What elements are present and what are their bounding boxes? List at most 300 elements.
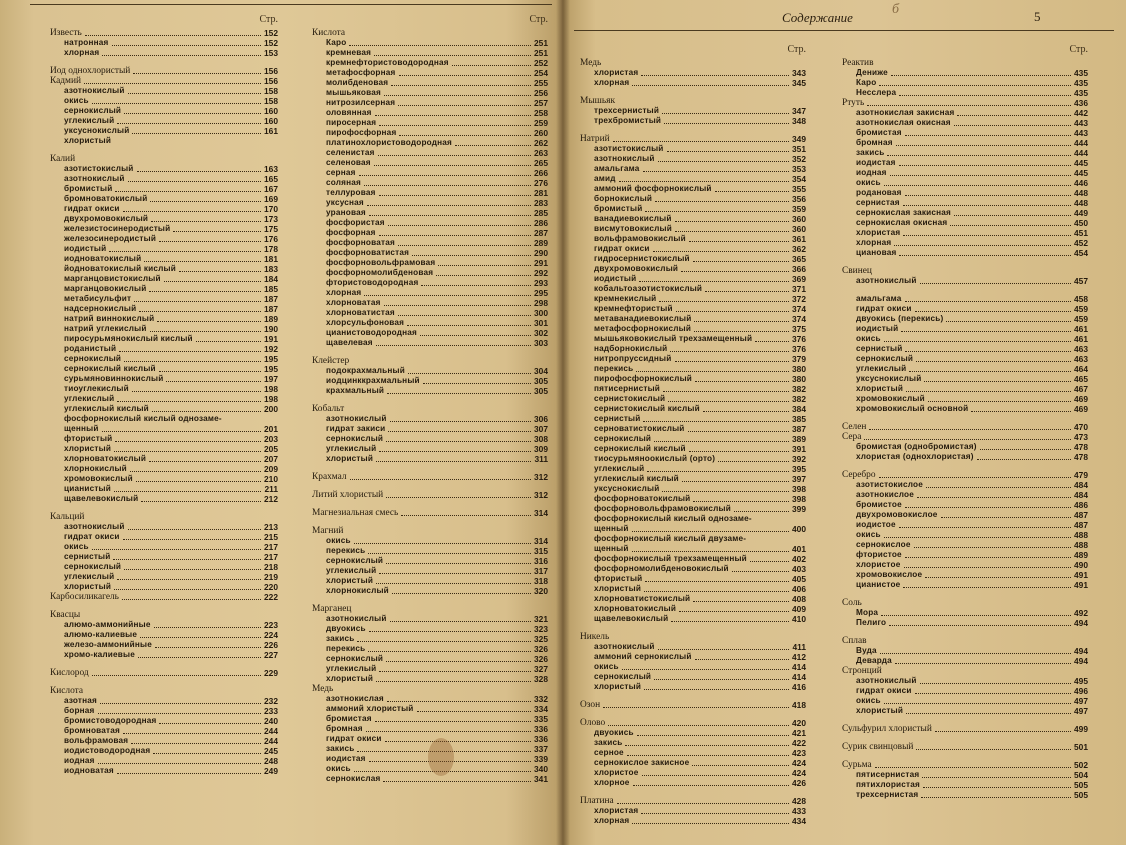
entry-gap bbox=[50, 504, 278, 512]
toc-entry bbox=[842, 294, 1088, 304]
toc-entry bbox=[50, 374, 278, 384]
entry-page-number: 408 bbox=[792, 594, 806, 604]
entry-gap bbox=[50, 660, 278, 668]
entry-page-number: 187 bbox=[264, 294, 278, 304]
entry-page-number: 222 bbox=[264, 592, 278, 602]
toc-entry bbox=[50, 116, 278, 126]
entry-page-number: 424 bbox=[792, 758, 806, 768]
entry-title: хромовокислое bbox=[856, 570, 923, 579]
entry-title: хлорноватая bbox=[326, 298, 381, 307]
entry-title: сернокислый кислый bbox=[594, 444, 686, 453]
dot-leader bbox=[114, 588, 261, 590]
entry-page-number: 175 bbox=[264, 224, 278, 234]
dot-leader bbox=[692, 764, 789, 766]
dot-leader bbox=[399, 134, 531, 136]
toc-entry bbox=[312, 88, 548, 98]
toc-entry bbox=[842, 570, 1088, 580]
dot-leader bbox=[903, 234, 1071, 236]
entry-page-number: 191 bbox=[264, 334, 278, 344]
toc-entry bbox=[580, 728, 806, 738]
entry-title: хлористый bbox=[326, 454, 374, 463]
dot-leader bbox=[603, 706, 789, 708]
entry-page-number: 461 bbox=[1074, 334, 1088, 344]
dot-leader bbox=[384, 94, 531, 96]
entry-page-number: 362 bbox=[792, 244, 806, 254]
entry-title: сернокислый bbox=[594, 434, 652, 443]
entry-page-number: 454 bbox=[1074, 248, 1088, 258]
entry-title: тиосурьмяноокислый (орто) bbox=[594, 454, 716, 463]
dot-leader bbox=[385, 740, 531, 742]
toc-entry bbox=[312, 238, 548, 248]
entry-title: щенный bbox=[594, 544, 629, 553]
dot-leader bbox=[379, 670, 531, 672]
dot-leader bbox=[123, 538, 261, 540]
entry-page-number: 505 bbox=[1074, 790, 1088, 800]
toc-list bbox=[312, 28, 548, 784]
toc-entry bbox=[312, 208, 548, 218]
dot-leader bbox=[141, 500, 261, 502]
toc-heading bbox=[50, 76, 278, 86]
dot-leader bbox=[916, 748, 1071, 750]
toc-entry bbox=[580, 682, 806, 692]
dot-leader bbox=[173, 230, 261, 232]
toc-entry bbox=[580, 364, 806, 374]
entry-page-number: 398 bbox=[792, 484, 806, 494]
entry-page-number: 496 bbox=[1074, 686, 1088, 696]
entry-page-number: 359 bbox=[792, 204, 806, 214]
toc-entry bbox=[580, 116, 806, 126]
entry-page-number: 347 bbox=[792, 106, 806, 116]
entry-gap bbox=[580, 126, 806, 134]
dot-leader bbox=[644, 590, 789, 592]
entry-page-number: 459 bbox=[1074, 314, 1088, 324]
entry-title: углекислый кислый bbox=[64, 404, 149, 413]
toc-entry bbox=[580, 234, 806, 244]
entry-title: Кадмий bbox=[50, 76, 82, 86]
entry-title: Кобальт bbox=[312, 404, 345, 414]
dot-leader bbox=[688, 430, 789, 432]
entry-page-number: 200 bbox=[264, 404, 278, 414]
toc-entry bbox=[312, 434, 548, 444]
entry-title: хлорная bbox=[326, 288, 362, 297]
entry-title: иодцинккрахмальный bbox=[326, 376, 420, 385]
entry-page-number: 355 bbox=[792, 184, 806, 194]
entry-title: азотистокислый bbox=[594, 144, 664, 153]
toc-entry bbox=[312, 386, 548, 396]
entry-page-number: 258 bbox=[534, 108, 548, 118]
toc-entry bbox=[580, 214, 806, 224]
entry-title: Каро bbox=[856, 78, 877, 87]
entry-page-number: 326 bbox=[534, 654, 548, 664]
entry-gap bbox=[842, 286, 1088, 294]
dot-leader bbox=[703, 410, 789, 412]
dot-leader bbox=[98, 712, 261, 714]
toc-entry bbox=[842, 510, 1088, 520]
toc-entry bbox=[50, 522, 278, 532]
entry-gap bbox=[50, 146, 278, 154]
toc-entry bbox=[580, 524, 806, 534]
entry-title: сернокислое закисное bbox=[594, 758, 690, 767]
toc-entry bbox=[580, 594, 806, 604]
toc-entry bbox=[312, 614, 548, 624]
dot-leader bbox=[117, 578, 261, 580]
toc-heading bbox=[580, 96, 806, 106]
entry-page-number: 461 bbox=[1074, 324, 1088, 334]
entry-page-number: 203 bbox=[264, 434, 278, 444]
toc-entry bbox=[50, 484, 278, 494]
dot-leader bbox=[632, 550, 789, 552]
dot-leader bbox=[675, 230, 789, 232]
dot-leader bbox=[693, 600, 789, 602]
entry-title: марганцовистокислый bbox=[64, 274, 161, 283]
dot-leader bbox=[627, 754, 789, 756]
entry-title: Реактив bbox=[842, 58, 874, 68]
entry-title: хлорнокислый bbox=[326, 586, 389, 595]
entry-page-number: 380 bbox=[792, 364, 806, 374]
entry-page-number: 478 bbox=[1074, 452, 1088, 462]
toc-entry bbox=[580, 652, 806, 662]
toc-heading bbox=[580, 796, 806, 806]
entry-title: хлорноватистокислый bbox=[594, 594, 691, 603]
entry-title: хлористый bbox=[326, 576, 374, 585]
entry-title: окись bbox=[856, 334, 881, 343]
dot-leader bbox=[164, 280, 261, 282]
dot-leader bbox=[905, 134, 1071, 136]
dot-leader bbox=[903, 204, 1071, 206]
toc-entry bbox=[580, 768, 806, 778]
entry-page-number: 215 bbox=[264, 532, 278, 542]
dot-leader bbox=[379, 234, 531, 236]
toc-entry bbox=[312, 138, 548, 148]
dot-leader bbox=[755, 340, 789, 342]
entry-title: фосфорноватая bbox=[326, 238, 395, 247]
entry-page-number: 450 bbox=[1074, 218, 1088, 228]
entry-gap bbox=[842, 258, 1088, 266]
entry-page-number: 244 bbox=[264, 736, 278, 746]
toc-entry bbox=[842, 452, 1088, 462]
entry-title: вольфрамовая bbox=[64, 736, 129, 745]
entry-page-number: 444 bbox=[1074, 148, 1088, 158]
toc-entry bbox=[580, 294, 806, 304]
entry-title: марганцовокислый bbox=[64, 284, 147, 293]
entry-title: метабисульфит bbox=[64, 294, 132, 303]
dot-leader bbox=[154, 626, 261, 628]
dot-leader bbox=[398, 314, 531, 316]
entry-page-number: 392 bbox=[792, 454, 806, 464]
entry-title: Крахмал bbox=[312, 472, 347, 482]
entry-title: азотнокислая окисная bbox=[856, 118, 951, 127]
entry-title: хлористый bbox=[594, 682, 642, 691]
entry-page-number: 490 bbox=[1074, 560, 1088, 570]
dot-leader bbox=[113, 558, 261, 560]
dot-leader bbox=[643, 170, 789, 172]
toc-entry bbox=[312, 644, 548, 654]
dot-leader bbox=[643, 420, 789, 422]
dot-leader bbox=[407, 324, 531, 326]
toc-heading bbox=[842, 58, 1088, 68]
toc-entry bbox=[580, 514, 806, 524]
toc-entry bbox=[580, 748, 806, 758]
dot-leader bbox=[905, 506, 1071, 508]
entry-title: Калий bbox=[50, 154, 76, 164]
toc-entry bbox=[580, 274, 806, 284]
entry-title: Сера bbox=[842, 432, 862, 442]
entry-title: хлорнокислый bbox=[64, 464, 127, 473]
entry-page-number: 398 bbox=[792, 494, 806, 504]
entry-title: хлористый bbox=[856, 384, 904, 393]
dot-leader bbox=[375, 114, 531, 116]
entry-title: щавелевокислый bbox=[594, 614, 669, 623]
dot-leader bbox=[391, 84, 531, 86]
dot-leader bbox=[642, 774, 789, 776]
dot-leader bbox=[899, 164, 1071, 166]
entry-page-number: 251 bbox=[534, 38, 548, 48]
entry-title: сернокислый bbox=[64, 562, 122, 571]
entry-page-number: 334 bbox=[534, 704, 548, 714]
dot-leader bbox=[658, 648, 789, 650]
entry-page-number: 181 bbox=[264, 254, 278, 264]
dot-leader bbox=[124, 112, 261, 114]
dot-leader bbox=[166, 380, 261, 382]
entry-page-number: 152 bbox=[264, 28, 278, 38]
toc-entry bbox=[842, 158, 1088, 168]
entry-title: серное bbox=[594, 748, 624, 757]
toc-entry bbox=[312, 424, 548, 434]
dot-leader bbox=[140, 636, 261, 638]
entry-page-number: 478 bbox=[1074, 442, 1088, 452]
dot-leader bbox=[92, 674, 261, 676]
entry-title: двухромовокислый bbox=[64, 214, 149, 223]
toc-entry bbox=[50, 766, 278, 776]
entry-page-number: 449 bbox=[1074, 208, 1088, 218]
entry-title: селенистая bbox=[326, 148, 375, 157]
entry-title: фосфорная bbox=[326, 228, 376, 237]
entry-title: углекислый bbox=[64, 572, 115, 581]
dot-leader bbox=[144, 260, 261, 262]
entry-title: углекислый bbox=[326, 444, 377, 453]
entry-title: сернокислый bbox=[64, 106, 122, 115]
toc-entry bbox=[580, 778, 806, 788]
dot-leader bbox=[884, 702, 1071, 704]
entry-page-number: 433 bbox=[792, 806, 806, 816]
dot-leader bbox=[879, 84, 1071, 86]
dot-leader bbox=[875, 766, 1071, 768]
entry-page-number: 345 bbox=[792, 78, 806, 88]
entry-page-number: 251 bbox=[534, 48, 548, 58]
dot-leader bbox=[679, 610, 789, 612]
entry-page-number: 295 bbox=[534, 288, 548, 298]
toc-heading bbox=[312, 508, 548, 518]
entry-title: натронная bbox=[64, 38, 109, 47]
entry-page-number: 366 bbox=[792, 264, 806, 274]
toc-entry bbox=[580, 384, 806, 394]
entry-page-number: 309 bbox=[534, 444, 548, 454]
toc-heading bbox=[842, 470, 1088, 480]
toc-entry bbox=[50, 224, 278, 234]
header-rule bbox=[574, 30, 1114, 31]
entry-page-number: 369 bbox=[792, 274, 806, 284]
toc-entry bbox=[842, 608, 1088, 618]
entry-page-number: 332 bbox=[534, 694, 548, 704]
entry-title: Сульфурил хлористый bbox=[842, 724, 932, 734]
toc-entry bbox=[580, 738, 806, 748]
entry-title: окись bbox=[326, 764, 351, 773]
entry-title: мышьяковокислый трехзамещенный bbox=[594, 334, 753, 343]
entry-title: сернокислый bbox=[594, 672, 652, 681]
entry-title: Дениже bbox=[856, 68, 888, 77]
entry-title: хлористая bbox=[856, 228, 901, 237]
entry-title: метаванадиевокислый bbox=[594, 314, 692, 323]
entry-title: цианистый bbox=[64, 484, 111, 493]
dot-leader bbox=[915, 692, 1071, 694]
entry-title: пиросерная bbox=[326, 118, 377, 127]
dot-leader bbox=[390, 620, 531, 622]
page-column-label: Стр. bbox=[259, 14, 278, 25]
entry-title: иодистый bbox=[64, 244, 107, 253]
dot-leader bbox=[119, 350, 261, 352]
entry-title: двухромовокислое bbox=[856, 510, 938, 519]
toc-entry bbox=[842, 314, 1088, 324]
entry-page-number: 489 bbox=[1074, 550, 1088, 560]
toc-entry bbox=[312, 178, 548, 188]
dot-leader bbox=[664, 122, 789, 124]
entry-page-number: 256 bbox=[534, 88, 548, 98]
entry-title: Стронций bbox=[842, 666, 882, 676]
toc-entry bbox=[842, 480, 1088, 490]
toc-entry bbox=[842, 442, 1088, 452]
entry-title: сернокислый кислый bbox=[64, 364, 156, 373]
dot-leader bbox=[366, 730, 531, 732]
toc-heading bbox=[580, 58, 806, 68]
dot-leader bbox=[100, 702, 261, 704]
dot-leader bbox=[928, 400, 1071, 402]
entry-page-number: 360 bbox=[792, 224, 806, 234]
entry-title: железо-аммонийные bbox=[64, 640, 152, 649]
dot-leader bbox=[644, 688, 789, 690]
entry-page-number: 205 bbox=[264, 444, 278, 454]
toc-entry bbox=[842, 770, 1088, 780]
entry-title: щавелевая bbox=[326, 338, 373, 347]
toc-entry bbox=[580, 204, 806, 214]
toc-entry bbox=[50, 434, 278, 444]
entry-page-number: 448 bbox=[1074, 198, 1088, 208]
toc-entry bbox=[842, 198, 1088, 208]
dot-leader bbox=[417, 710, 531, 712]
entry-page-number: 467 bbox=[1074, 384, 1088, 394]
entry-title: натрий углекислый bbox=[64, 324, 147, 333]
entry-title: гидрат окиси bbox=[326, 734, 382, 743]
entry-page-number: 165 bbox=[264, 174, 278, 184]
dot-leader bbox=[622, 668, 789, 670]
dot-leader bbox=[639, 280, 789, 282]
entry-page-number: 451 bbox=[1074, 228, 1088, 238]
entry-title: Сурьма bbox=[842, 760, 872, 770]
dot-leader bbox=[130, 470, 261, 472]
entry-page-number: 226 bbox=[264, 640, 278, 650]
entry-gap bbox=[50, 58, 278, 66]
entry-page-number: 501 bbox=[1074, 742, 1088, 752]
toc-entry bbox=[50, 184, 278, 194]
entry-gap bbox=[312, 482, 548, 490]
entry-page-number: 384 bbox=[792, 404, 806, 414]
entry-page-number: 470 bbox=[1074, 422, 1088, 432]
entry-title: перекись bbox=[326, 546, 366, 555]
entry-title: фосфорнокислый кислый однозаме- bbox=[64, 414, 222, 423]
entry-page-number: 416 bbox=[792, 682, 806, 692]
entry-page-number: 484 bbox=[1074, 480, 1088, 490]
entry-title: фтористое bbox=[856, 550, 902, 559]
toc-entry bbox=[50, 284, 278, 294]
entry-page-number: 201 bbox=[264, 424, 278, 434]
toc-entry bbox=[50, 354, 278, 364]
page-column-label: Стр. bbox=[1069, 44, 1088, 55]
entry-page-number: 343 bbox=[792, 68, 806, 78]
dot-leader bbox=[903, 586, 1071, 588]
entry-title: Сплав bbox=[842, 636, 867, 646]
entry-page-number: 170 bbox=[264, 204, 278, 214]
entry-title: амальгама bbox=[594, 164, 640, 173]
toc-entry bbox=[842, 118, 1088, 128]
dot-leader bbox=[694, 330, 789, 332]
entry-page-number: 156 bbox=[264, 76, 278, 86]
entry-page-number: 391 bbox=[792, 444, 806, 454]
dot-leader bbox=[941, 516, 1071, 518]
entry-page-number: 487 bbox=[1074, 510, 1088, 520]
toc-heading bbox=[842, 432, 1088, 442]
toc-heading bbox=[312, 490, 548, 500]
dot-leader bbox=[149, 460, 261, 462]
entry-title: хлористая (однохлористая) bbox=[856, 452, 974, 461]
stain bbox=[428, 738, 454, 776]
toc-entry bbox=[312, 454, 548, 464]
entry-title: азотнокислый bbox=[856, 676, 917, 685]
entry-page-number: 487 bbox=[1074, 520, 1088, 530]
entry-title: азотнокислый bbox=[594, 642, 655, 651]
toc-entry bbox=[842, 404, 1088, 414]
entry-page-number: 445 bbox=[1074, 168, 1088, 178]
toc-entry bbox=[580, 494, 806, 504]
dot-leader bbox=[379, 124, 531, 126]
toc-entry bbox=[50, 126, 278, 136]
toc-entry bbox=[580, 474, 806, 484]
dot-leader bbox=[379, 450, 531, 452]
toc-entry bbox=[312, 704, 548, 714]
entry-title: Соль bbox=[842, 598, 862, 608]
entry-title: бромистое bbox=[856, 500, 902, 509]
dot-leader bbox=[904, 566, 1071, 568]
toc-heading bbox=[50, 28, 278, 38]
entry-gap bbox=[842, 752, 1088, 760]
toc-heading bbox=[842, 742, 1088, 752]
toc-entry bbox=[312, 576, 548, 586]
entry-title: иодистоводородная bbox=[64, 746, 151, 755]
toc-entry bbox=[50, 294, 278, 304]
entry-title: Медь bbox=[312, 684, 334, 694]
toc-entry bbox=[580, 354, 806, 364]
dot-leader bbox=[977, 458, 1071, 460]
entry-gap bbox=[312, 500, 548, 508]
toc-entry bbox=[312, 366, 548, 376]
entry-page-number: 305 bbox=[534, 386, 548, 396]
entry-page-number: 374 bbox=[792, 304, 806, 314]
entry-page-number: 423 bbox=[792, 748, 806, 758]
dot-leader bbox=[157, 320, 261, 322]
dot-leader bbox=[935, 730, 1071, 732]
dot-leader bbox=[899, 94, 1071, 96]
dot-leader bbox=[376, 460, 531, 462]
dot-leader bbox=[905, 194, 1071, 196]
entry-page-number: 426 bbox=[792, 778, 806, 788]
